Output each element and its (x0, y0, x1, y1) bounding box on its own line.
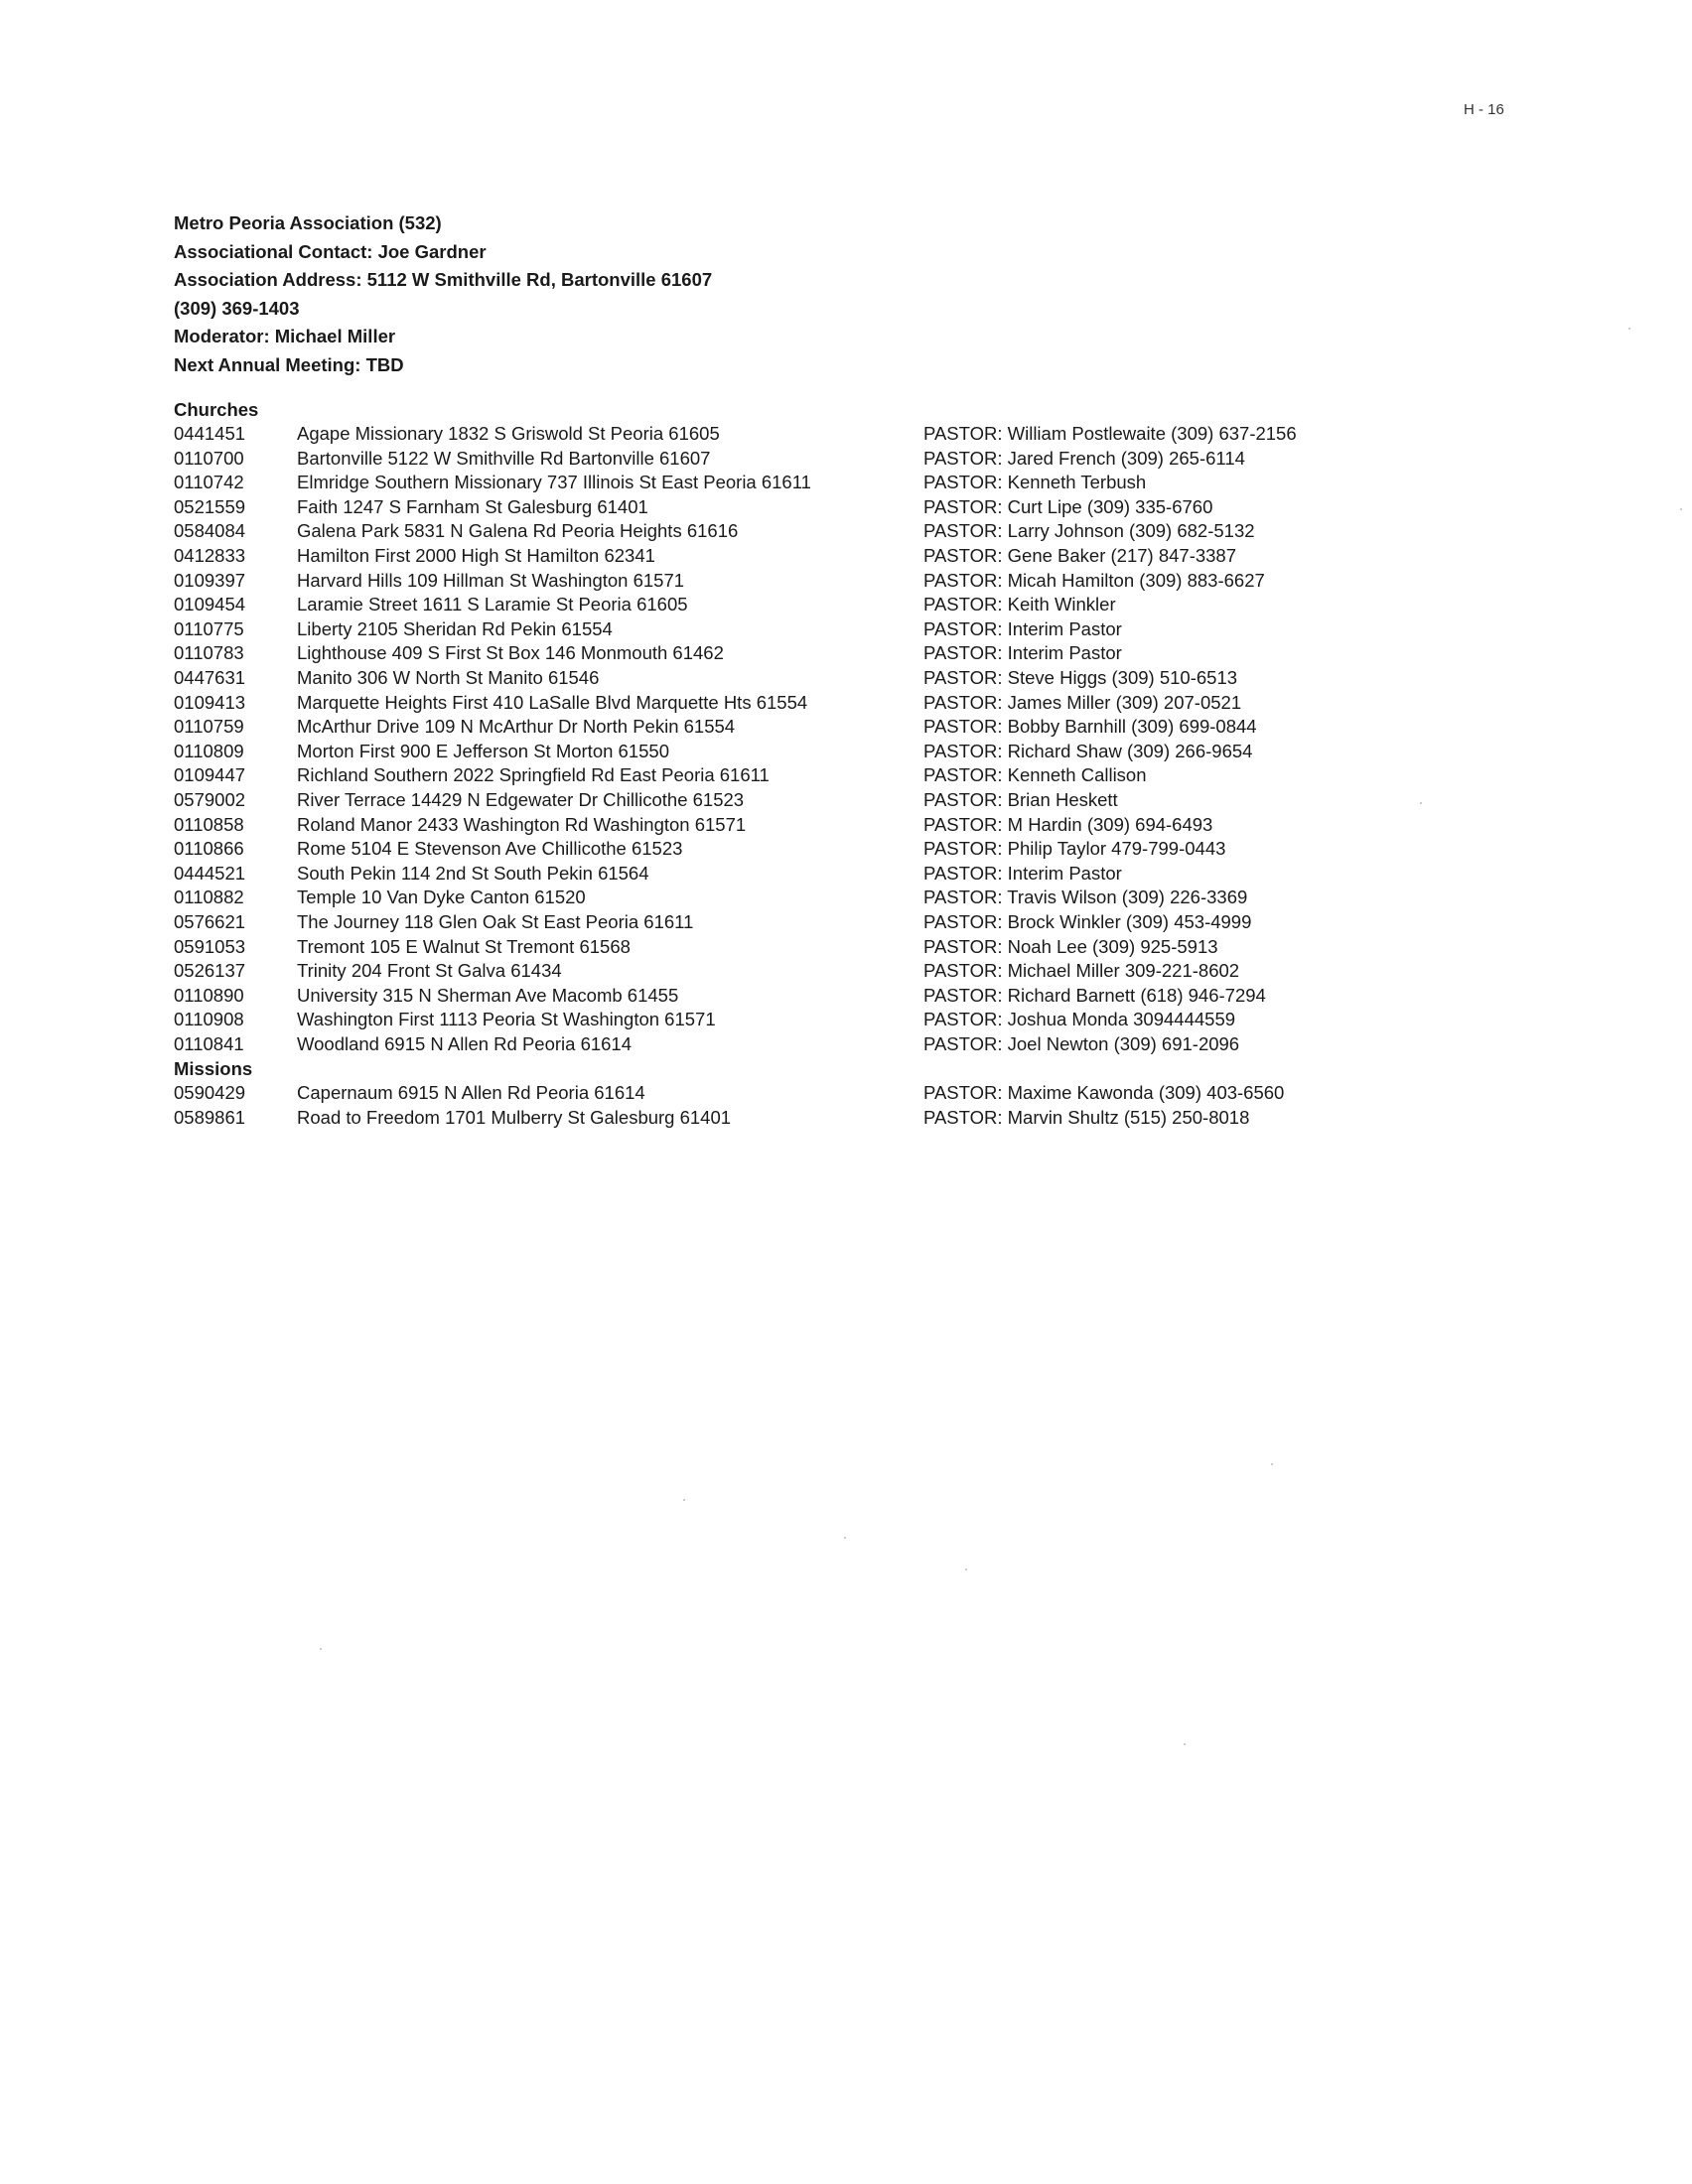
record-id: 0447631 (174, 667, 246, 688)
pastor-info: PASTOR: James Miller (309) 207-0521 (923, 691, 1242, 713)
churches-heading: Churches (174, 399, 259, 420)
church-row (0, 911, 1692, 936)
pastor-info: PASTOR: Keith Winkler (923, 594, 1116, 615)
name-address: Laramie Street 1611 S Laramie St Peoria 61605 (297, 594, 688, 615)
scan-speck (1184, 1743, 1186, 1745)
pastor-info: PASTOR: Brock Winkler (309) 453-4999 (923, 911, 1252, 932)
record-id: 0441451 (174, 423, 246, 444)
record-id: 0110809 (174, 740, 244, 761)
church-row (0, 520, 1692, 545)
name-address: South Pekin 114 2nd St South Pekin 61564 (297, 862, 649, 884)
pastor-info: PASTOR: Noah Lee (309) 925-5913 (923, 935, 1218, 957)
record-id: 0109447 (174, 764, 246, 786)
scan-speck (1420, 802, 1422, 804)
mission-row (0, 1107, 1692, 1132)
name-address: Tremont 105 E Walnut St Tremont 61568 (297, 935, 631, 957)
pastor-info: PASTOR: Joel Newton (309) 691-2096 (923, 1033, 1240, 1054)
record-id: 0584084 (174, 520, 246, 542)
record-id: 0589861 (174, 1106, 246, 1128)
record-id: 0591053 (174, 935, 246, 957)
association-header (174, 209, 712, 379)
church-row (0, 960, 1692, 985)
page-number: H - 16 (1464, 101, 1504, 118)
pastor-info: PASTOR: Kenneth Terbush (923, 472, 1147, 493)
record-id: 0444521 (174, 862, 246, 884)
pastor-info: PASTOR: William Postlewaite (309) 637-2156 (923, 423, 1297, 444)
pastor-info: PASTOR: Michael Miller 309-221-8602 (923, 960, 1240, 982)
church-row (0, 764, 1692, 789)
name-address: Lighthouse 409 S First St Box 146 Monmouth 61462 (297, 642, 724, 664)
name-address: Bartonville 5122 W Smithville Rd Bartonville 61607 (297, 447, 711, 469)
record-id: 0110908 (174, 1009, 244, 1030)
record-id: 0110890 (174, 984, 244, 1006)
scan-speck (1680, 508, 1682, 510)
pastor-info: PASTOR: Travis Wilson (309) 226-3369 (923, 887, 1248, 908)
church-row (0, 838, 1692, 863)
record-id: 0110882 (174, 887, 244, 908)
scan-speck (1271, 1463, 1273, 1465)
name-address: Agape Missionary 1832 S Griswold St Peoria 61605 (297, 423, 720, 444)
church-row (0, 716, 1692, 741)
church-row (0, 423, 1692, 448)
church-row (0, 472, 1692, 496)
association-address: Association Address: 5112 W Smithville Rd, Bartonville 61607 (174, 269, 713, 290)
record-id: 0521559 (174, 495, 246, 517)
church-row (0, 642, 1692, 667)
record-id: 0110866 (174, 838, 244, 860)
name-address: Road to Freedom 1701 Mulberry St Galesburg 61401 (297, 1106, 732, 1128)
church-row (0, 570, 1692, 595)
association-name: Metro Peoria Association (532) (174, 212, 442, 233)
scan-speck (683, 1499, 685, 1501)
church-row (0, 814, 1692, 839)
name-address: Richland Southern 2022 Springfield Rd East Peoria 61611 (297, 764, 770, 786)
pastor-info: PASTOR: Marvin Shultz (515) 250-8018 (923, 1106, 1250, 1128)
name-address: Rome 5104 E Stevenson Ave Chillicothe 61523 (297, 838, 683, 860)
name-address: Temple 10 Van Dyke Canton 61520 (297, 887, 586, 908)
name-address: Manito 306 W North St Manito 61546 (297, 667, 600, 688)
church-row (0, 789, 1692, 814)
church-row (0, 936, 1692, 961)
record-id: 0579002 (174, 789, 246, 810)
missions-heading: Missions (174, 1057, 253, 1079)
record-id: 0110783 (174, 642, 244, 664)
scan-speck (1628, 328, 1630, 330)
pastor-info: PASTOR: Kenneth Callison (923, 764, 1147, 786)
name-address: Washington First 1113 Peoria St Washington 61571 (297, 1009, 716, 1030)
name-address: University 315 N Sherman Ave Macomb 61455 (297, 984, 679, 1006)
record-id: 0110742 (174, 472, 244, 493)
name-address: Liberty 2105 Sheridan Rd Pekin 61554 (297, 617, 613, 639)
pastor-info: PASTOR: Larry Johnson (309) 682-5132 (923, 520, 1255, 542)
pastor-info: PASTOR: Interim Pastor (923, 642, 1122, 664)
name-address: Harvard Hills 109 Hillman St Washington 61571 (297, 569, 685, 591)
name-address: Morton First 900 E Jefferson St Morton 61550 (297, 740, 669, 761)
name-address: Hamilton First 2000 High St Hamilton 62341 (297, 545, 655, 566)
record-id: 0110759 (174, 716, 244, 738)
church-row (0, 545, 1692, 570)
association-phone: (309) 369-1403 (174, 297, 300, 319)
name-address: Marquette Heights First 410 LaSalle Blvd Marquette Hts 61554 (297, 691, 808, 713)
pastor-info: PASTOR: Interim Pastor (923, 617, 1122, 639)
record-id: 0576621 (174, 911, 246, 932)
name-address: Elmridge Southern Missionary 737 Illinois St East Peoria 61611 (297, 472, 811, 493)
church-row (0, 618, 1692, 643)
pastor-info: PASTOR: Maxime Kawonda (309) 403-6560 (923, 1082, 1285, 1104)
record-id: 0109397 (174, 569, 246, 591)
pastor-info: PASTOR: Philip Taylor 479-799-0443 (923, 838, 1226, 860)
pastor-info: PASTOR: Richard Shaw (309) 266-9654 (923, 740, 1253, 761)
record-id: 0110700 (174, 447, 244, 469)
pastor-info: PASTOR: Bobby Barnhill (309) 699-0844 (923, 716, 1257, 738)
mission-row (0, 1082, 1692, 1107)
name-address: Roland Manor 2433 Washington Rd Washington 61571 (297, 813, 747, 835)
church-row (0, 1033, 1692, 1058)
name-address: McArthur Drive 109 N McArthur Dr North Pekin 61554 (297, 716, 736, 738)
pastor-info: PASTOR: Brian Heskett (923, 789, 1118, 810)
name-address: The Journey 118 Glen Oak St East Peoria 61611 (297, 911, 694, 932)
associational-contact: Associational Contact: Joe Gardner (174, 240, 487, 262)
moderator: Moderator: Michael Miller (174, 326, 396, 346)
record-id: 0110775 (174, 617, 244, 639)
pastor-info: PASTOR: Joshua Monda 3094444559 (923, 1009, 1236, 1030)
name-address: River Terrace 14429 N Edgewater Dr Chillicothe 61523 (297, 789, 745, 810)
church-row (0, 887, 1692, 911)
pastor-info: PASTOR: M Hardin (309) 694-6493 (923, 813, 1213, 835)
church-row (0, 692, 1692, 717)
name-address: Galena Park 5831 N Galena Rd Peoria Heights 61616 (297, 520, 739, 542)
church-row (0, 985, 1692, 1010)
pastor-info: PASTOR: Interim Pastor (923, 862, 1122, 884)
scan-speck (965, 1569, 967, 1570)
record-id: 0109413 (174, 691, 246, 713)
pastor-info: PASTOR: Micah Hamilton (309) 883-6627 (923, 569, 1265, 591)
pastor-info: PASTOR: Gene Baker (217) 847-3387 (923, 545, 1237, 566)
church-row (0, 863, 1692, 887)
name-address: Trinity 204 Front St Galva 61434 (297, 960, 562, 982)
name-address: Capernaum 6915 N Allen Rd Peoria 61614 (297, 1082, 645, 1104)
record-id: 0109454 (174, 594, 246, 615)
record-id: 0526137 (174, 960, 246, 982)
record-id: 0590429 (174, 1082, 246, 1104)
name-address: Woodland 6915 N Allen Rd Peoria 61614 (297, 1033, 633, 1054)
pastor-info: PASTOR: Richard Barnett (618) 946-7294 (923, 984, 1266, 1006)
church-row (0, 594, 1692, 618)
church-row (0, 448, 1692, 473)
record-id: 0110858 (174, 813, 244, 835)
church-row (0, 496, 1692, 521)
church-row (0, 667, 1692, 692)
pastor-info: PASTOR: Steve Higgs (309) 510-6513 (923, 667, 1238, 688)
pastor-info: PASTOR: Jared French (309) 265-6114 (923, 447, 1245, 469)
next-annual-meeting: Next Annual Meeting: TBD (174, 353, 404, 375)
pastor-info: PASTOR: Curt Lipe (309) 335-6760 (923, 495, 1213, 517)
church-row (0, 741, 1692, 765)
record-id: 0412833 (174, 545, 246, 566)
record-id: 0110841 (174, 1033, 244, 1054)
scan-speck (320, 1648, 322, 1650)
church-row (0, 1009, 1692, 1033)
scan-speck (844, 1537, 846, 1539)
name-address: Faith 1247 S Farnham St Galesburg 61401 (297, 495, 648, 517)
